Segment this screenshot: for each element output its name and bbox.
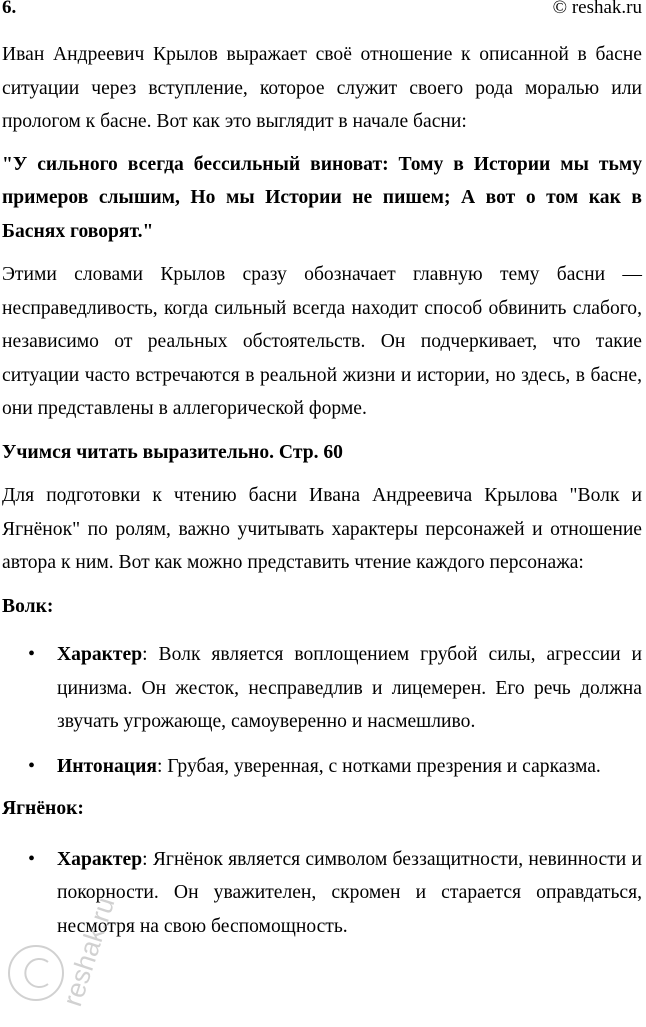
section-intro-paragraph: Для подготовки к чтению басни Ивана Андреевича Крылова "Волк и Ягнёнок" по ролям, важно учитывать характеры персонажей и отношение автора к ним. Вот как можно представить чтение каждого персонажа: [2,485,642,573]
watermark-text: reshak.ru [57,893,121,1010]
explanation-paragraph: Этими словами Крылов сразу обозначает главную тему басни — несправедливость, когда сильный всегда находит способ обвинить слабого, независимо от реальных обстоятельств. Он подчеркивает, что такие ситуации часто встречаются в реальной жизни и истории, но здесь, в басне, они представлены в аллегорической форме. [2,264,642,419]
site-credit: © reshak.ru [552,0,642,18]
list-item-text: : Ягнёнок является символом беззащитности, невинности и покорности. Он уважителен, скромен и старается оправдаться, несмотря на свою беспомощность. [57,848,642,937]
list-item-label: Характер [57,644,143,665]
list-item [2,750,642,784]
wolf-heading: Волк: [2,595,54,617]
list-item [2,843,642,944]
wolf-list [2,638,642,783]
answer-content [2,38,642,943]
task-number: 6. [2,0,17,18]
intro-paragraph: Иван Андреевич Крылов выражает своё отношение к описанной в басне ситуации через вступление, которое служит своего рода моралью или прологом к басне. Вот как это выглядит в начале басни: [2,44,642,132]
lamb-heading: Ягнёнок: [2,798,84,819]
list-item [2,638,642,739]
list-item-label: Характер [57,848,143,870]
page-header [0,0,646,22]
watermark-copyright-icon [9,946,63,1000]
fable-quote: "У сильного всегда бессильный виноват: Тому в Истории мы тьму примеров слышим, Но мы Истории не пишем; А вот о том как в Баснях говорят." [2,153,642,242]
list-item-text: : Волк является воплощением грубой силы, агрессии и цинизма. Он жесток, несправедлив и лицемерен. Его речь должна звучать угрожающе, самоуверенно и насмешливо. [57,644,642,732]
list-item-text: : Грубая, уверенная, с нотками презрения и сарказма. [156,755,601,777]
section-heading: Учимся читать выразительно. Стр. 60 [2,441,343,463]
list-item-label: Интонация [57,755,157,777]
lamb-list [2,843,642,944]
